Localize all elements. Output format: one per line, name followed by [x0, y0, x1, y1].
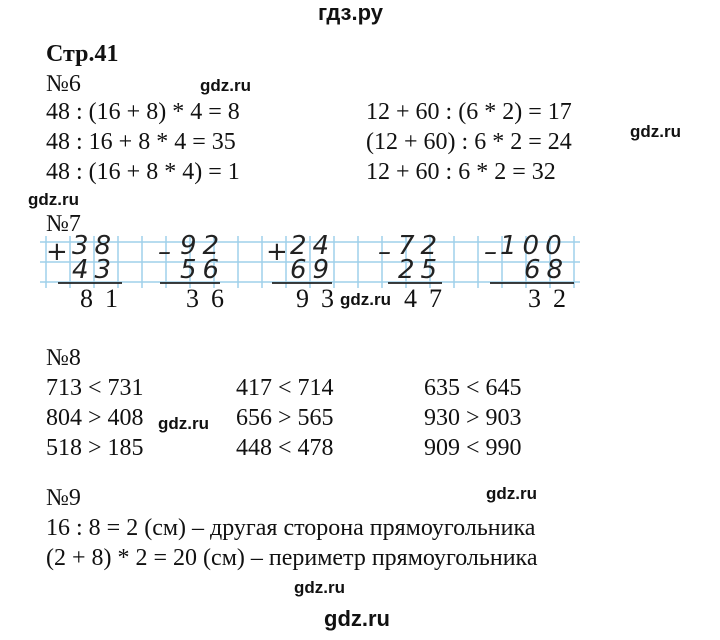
watermark: gdz.ru — [200, 76, 251, 95]
watermark-footer: gdz.ru — [324, 606, 390, 631]
column-top-operand: 72 — [398, 231, 444, 261]
column-result: 93 — [296, 284, 346, 313]
column-top-operand: 24 — [290, 231, 336, 261]
task6-right-line-2: (12 + 60) : 6 * 2 = 24 — [366, 129, 572, 155]
task6-label: №6 — [46, 71, 81, 97]
task6-right-line-3: 12 + 60 : 6 * 2 = 32 — [366, 159, 556, 185]
watermark: gdz.ru — [158, 414, 209, 433]
column-result: 47 — [404, 284, 454, 313]
column-result: 36 — [186, 284, 236, 313]
task9-line-1: 16 : 8 = 2 (см) – другая сторона прямоугольника — [46, 515, 536, 541]
task8-col2-line-2: 656 > 565 — [236, 405, 334, 431]
column-sign: – — [378, 237, 397, 267]
column-bottom-operand: 43 — [72, 255, 118, 285]
task8-col2-line-3: 448 < 478 — [236, 435, 334, 461]
column-top-operand: 100 — [500, 231, 568, 261]
task8-col1-line-1: 713 < 731 — [46, 375, 144, 401]
task9-label: №9 — [46, 485, 81, 511]
column-result: 81 — [80, 284, 130, 313]
watermark: gdz.ru — [28, 190, 79, 209]
site-title: гдз.ру — [318, 0, 383, 25]
page-label: Стр.41 — [46, 41, 119, 67]
task6-left-line-3: 48 : (16 + 8 * 4) = 1 — [46, 159, 240, 185]
task6-left-line-2: 48 : 16 + 8 * 4 = 35 — [46, 129, 236, 155]
task8-col1-line-2: 804 > 408 — [46, 405, 144, 431]
column-bottom-operand: 69 — [290, 255, 336, 285]
column-bottom-operand: 25 — [398, 255, 444, 285]
task8-label: №8 — [46, 345, 81, 371]
watermark: gdz.ru — [486, 484, 537, 503]
column-result: 32 — [528, 284, 578, 313]
task8-col3-line-2: 930 > 903 — [424, 405, 522, 431]
column-bottom-operand: 56 — [180, 255, 226, 285]
watermark: gdz.ru — [294, 578, 345, 597]
watermark: gdz.ru — [630, 122, 681, 141]
task8-col2-line-1: 417 < 714 — [236, 375, 334, 401]
task6-left-line-1: 48 : (16 + 8) * 4 = 8 — [46, 99, 240, 125]
task8-col3-line-3: 909 < 990 — [424, 435, 522, 461]
column-sign: – — [158, 237, 177, 267]
task9-line-2: (2 + 8) * 2 = 20 (см) – периметр прямоугольника — [46, 545, 538, 571]
task6-right-line-1: 12 + 60 : (6 * 2) = 17 — [366, 99, 572, 125]
column-sign: + — [46, 237, 74, 267]
watermark: gdz.ru — [340, 290, 391, 309]
column-top-operand: 38 — [72, 231, 118, 261]
task7-label: №7 — [46, 211, 81, 237]
task8-col3-line-1: 635 < 645 — [424, 375, 522, 401]
column-sign: + — [266, 237, 294, 267]
column-bottom-operand: 68 — [524, 255, 570, 285]
task8-col1-line-3: 518 > 185 — [46, 435, 144, 461]
column-sign: – — [484, 237, 503, 267]
column-top-operand: 92 — [180, 231, 226, 261]
